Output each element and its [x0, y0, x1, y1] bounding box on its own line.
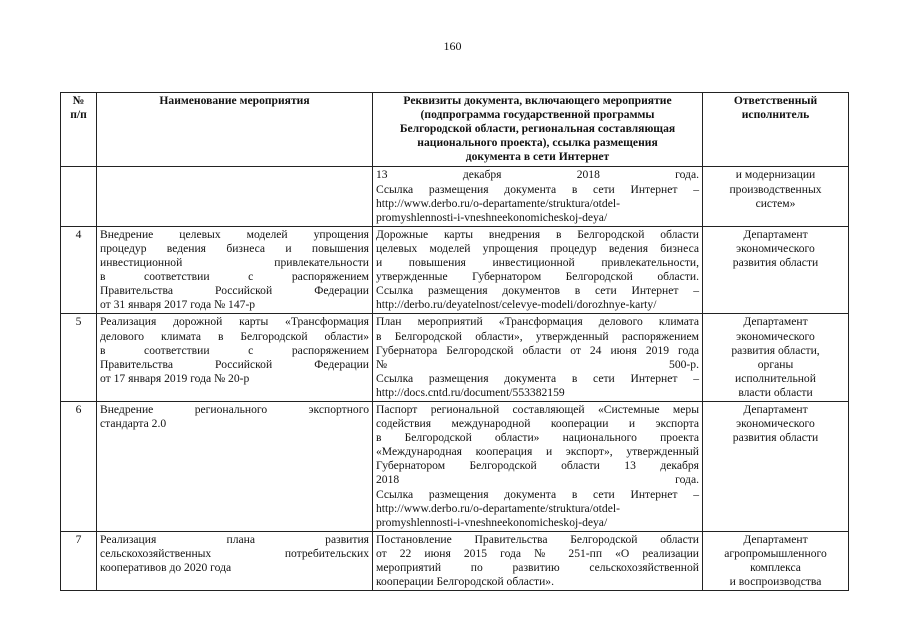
measure-name [97, 226, 373, 314]
document-requisites [373, 226, 703, 314]
measure-name-line: инвестиционной привлекательности [100, 256, 369, 270]
measure-name-line: делового климата в Белгородской области» [100, 329, 369, 343]
header-requisites: Реквизиты документа, включающего мероприятие (подпрограмма государственной программы Белгородской области, региональная составляющая национального проекта), ссылка размещения документа в сети Интернет [373, 93, 703, 167]
responsible-line: развития области [732, 256, 819, 270]
requisites-line: Паспорт региональной составляющей «Системные меры [376, 402, 699, 416]
responsible-line: исполнительной [735, 371, 816, 385]
table-row [61, 226, 849, 314]
measures-table [60, 92, 849, 591]
measure-name-line: процедур ведения бизнеса и повышения [100, 241, 369, 255]
responsible-line: Департамент [743, 227, 808, 241]
header-number: № п/п [61, 93, 97, 167]
requisites-line: План мероприятий «Трансформация делового климата [376, 315, 699, 329]
row-number: 4 [61, 226, 97, 314]
responsible-line: комплекса [750, 561, 801, 574]
measure-name-line: стандарта 2.0 [100, 417, 167, 431]
measure-name [97, 314, 373, 402]
document-requisites [373, 401, 703, 531]
responsible-executor [703, 531, 849, 590]
requisites-line: № 500-р. [376, 357, 699, 371]
page-number: 160 [443, 39, 462, 53]
measure-name-line: Реализация дорожной карты «Трансформация [100, 315, 369, 329]
measure-name-line: от 17 января 2019 года № 20-р [100, 371, 250, 385]
requisites-line: содействия международной кооперации и экспорта [376, 417, 699, 431]
measure-name-line: кооперативов до 2020 года [100, 561, 232, 574]
table-row [61, 401, 849, 531]
measure-name [97, 531, 373, 590]
responsible-line: Департамент [743, 315, 808, 329]
measure-name-line: сельскохозяйственных потребительских [100, 546, 369, 560]
document-link[interactable]: promyshlennosti-i-vneshneekonomicheskoj-deya/ [376, 210, 608, 224]
responsible-executor [703, 226, 849, 314]
measure-name-line: Правительства Российской Федерации [100, 357, 369, 371]
requisites-line: Ссылка размещения документов в сети Интернет – [376, 284, 699, 298]
responsible-line: экономического [736, 329, 815, 343]
requisites-line: Губернатора Белгородской области от 24 июня 2019 года [376, 343, 699, 357]
table-row [61, 531, 849, 590]
requisites-line: Ссылка размещения документа в сети Интернет – [376, 371, 699, 385]
document-link[interactable]: http://www.derbo.ru/o-departamente/struktura/otdel- [376, 501, 620, 515]
measure-name-line: от 31 января 2017 года № 147-р [100, 298, 256, 312]
requisites-line: мероприятий по развитию сельскохозяйственной [376, 561, 699, 574]
responsible-line: и модернизации [735, 168, 816, 182]
responsible-executor [703, 167, 849, 226]
row-number: 6 [61, 401, 97, 531]
measure-name [97, 401, 373, 531]
responsible-line: власти области [738, 385, 813, 399]
requisites-line: целевых моделей упрощения процедур ведения бизнеса [376, 241, 699, 255]
row-number [61, 167, 97, 226]
document-link[interactable]: http://www.derbo.ru/o-departamente/struktura/otdel- [376, 196, 620, 210]
responsible-line: развития области [732, 431, 819, 445]
measure-name-line: Внедрение целевых моделей упрощения [100, 227, 369, 241]
requisites-line: кооперации Белгородской области». [376, 575, 554, 589]
measure-name-line: в соответствии с распоряжением [100, 343, 369, 357]
requisites-line: в Белгородской области» национального проекта [376, 431, 699, 445]
row-number: 7 [61, 531, 97, 590]
table-body [61, 167, 849, 591]
requisites-line: в Белгородской области», утвержденный распоряжением [376, 329, 699, 343]
document-requisites [373, 314, 703, 402]
responsible-line: развития области, [731, 343, 820, 357]
requisites-line: от 22 июня 2015 года № 251-пп «О реализации [376, 546, 699, 560]
header-responsible: Ответственный исполнитель [703, 93, 849, 167]
requisites-line: утвержденные Губернатором Белгородской области. [376, 270, 699, 284]
requisites-line: Ссылка размещения документа в сети Интернет – [376, 182, 699, 196]
responsible-line: экономического [736, 241, 815, 255]
measure-name-line: Правительства Российской Федерации [100, 284, 369, 298]
responsible-line: производственных [729, 182, 822, 196]
row-number: 5 [61, 314, 97, 402]
table-row [61, 314, 849, 402]
responsible-line: Департамент [743, 402, 808, 416]
table-header-row [61, 93, 849, 167]
responsible-line: систем» [755, 196, 796, 210]
responsible-line: экономического [736, 417, 815, 431]
requisites-line: Дорожные карты внедрения в Белгородской области [376, 227, 699, 241]
document-requisites [373, 531, 703, 590]
measure-name-line: в соответствии с распоряжением [100, 270, 369, 284]
table-row [61, 167, 849, 226]
responsible-executor [703, 401, 849, 531]
responsible-line: Департамент [743, 532, 808, 546]
requisites-line: 2018 года. [376, 473, 699, 487]
requisites-line: «Международная кооперация и экспорт», утвержденный [376, 445, 699, 459]
document-link[interactable]: http://docs.cntd.ru/document/553382159 [376, 385, 565, 399]
requisites-line: и повышения инвестиционной привлекательности, [376, 256, 699, 270]
measure-name [97, 167, 373, 226]
requisites-line: Ссылка размещения документа в сети Интернет – [376, 487, 699, 501]
responsible-line: органы [757, 357, 794, 371]
responsible-line: и воспроизводства [729, 575, 822, 589]
document-requisites [373, 167, 703, 226]
requisites-line: 13 декабря 2018 года. [376, 168, 699, 182]
measure-name-line: Реализация плана развития [100, 532, 369, 546]
requisites-line: Губернатором Белгородской области 13 декабря [376, 459, 699, 473]
responsible-executor [703, 314, 849, 402]
requisites-line: Постановление Правительства Белгородской области [376, 532, 699, 546]
measure-name-line: Внедрение регионального экспортного [100, 402, 369, 416]
header-measure-name: Наименование мероприятия [97, 93, 373, 167]
responsible-line: агропромышленного [724, 546, 827, 560]
document-link[interactable]: http://derbo.ru/deyatelnost/celevye-modeli/dorozhnye-karty/ [376, 298, 657, 312]
document-link[interactable]: promyshlennosti-i-vneshneekonomicheskoj-deya/ [376, 515, 608, 529]
